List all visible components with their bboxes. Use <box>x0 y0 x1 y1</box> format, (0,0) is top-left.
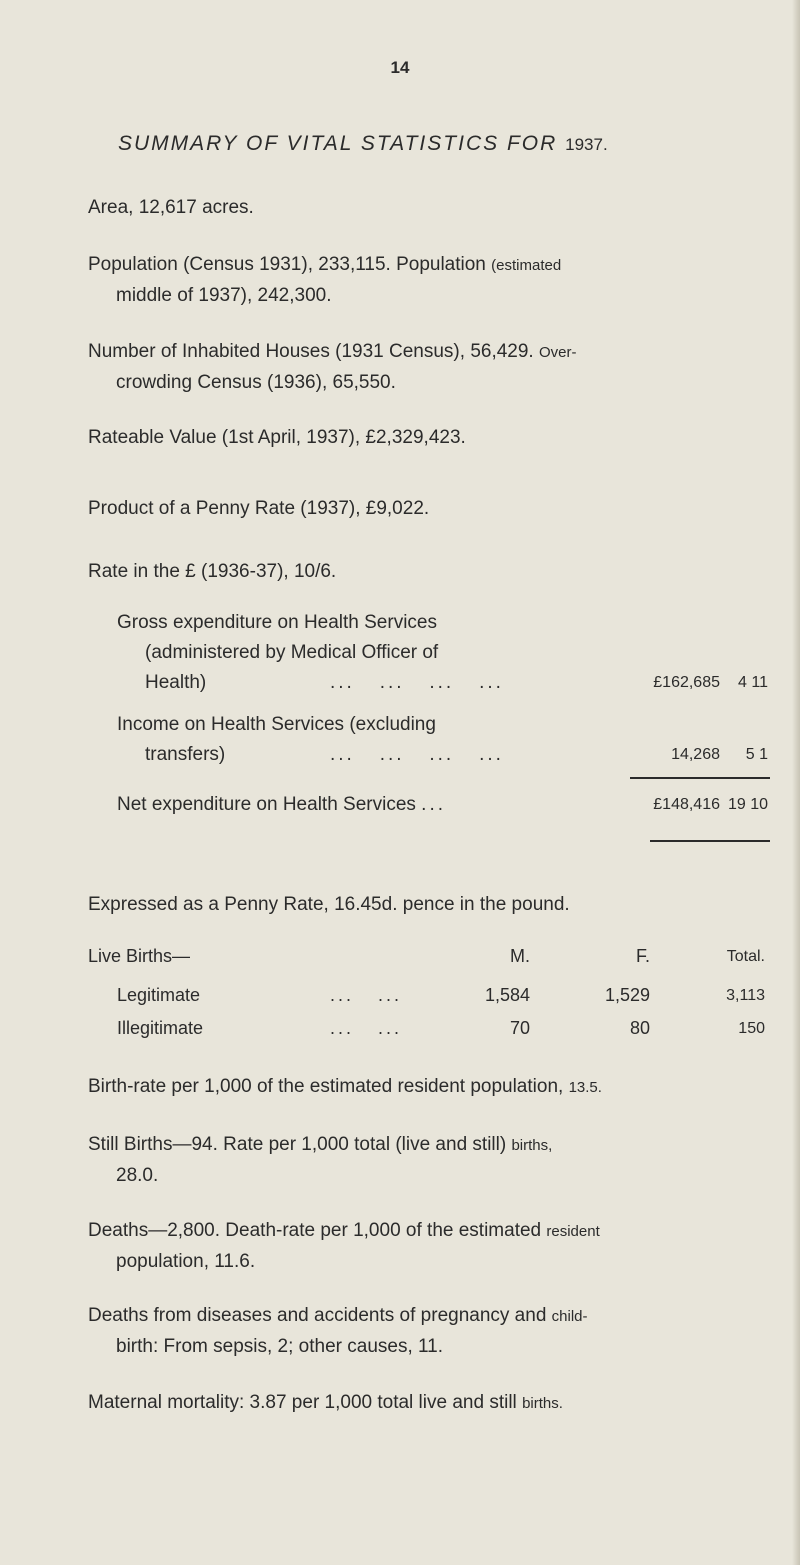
gross-expenditure-line-3: Health) <box>145 672 207 693</box>
total-rule <box>650 840 770 842</box>
rate-in-pound-line: Rate in the £ (1936-37), 10/6. <box>88 561 337 582</box>
row-leader-dots: ... ... <box>330 985 403 1005</box>
maternal-deaths-paragraph <box>88 1301 768 1362</box>
deaths-paragraph <box>88 1216 768 1277</box>
gross-leader-dots: ... ... ... ... <box>330 672 504 693</box>
page-number: 14 <box>390 58 410 77</box>
maternal-deaths-line-1-end: child- <box>551 1308 588 1325</box>
area-line: Area, 12,617 acres. <box>88 197 254 218</box>
income-line-1: Income on Health Services (excluding <box>117 714 436 735</box>
page-title <box>118 132 608 156</box>
column-header-total: Total. <box>726 948 765 965</box>
page-edge-shadow <box>792 0 800 1565</box>
still-births-line-1: Still Births—94. Rate per 1,000 total (live and still) <box>88 1134 507 1155</box>
population-line-1-end: (estimated <box>491 257 562 274</box>
maternal-deaths-line-1: Deaths from diseases and accidents of pregnancy and <box>88 1305 547 1326</box>
legitimate-female: 1,529 <box>604 985 650 1005</box>
population-line-1: Population (Census 1931), 233,115. Population <box>88 254 486 275</box>
population-line-2: middle of 1937), 242,300. <box>116 285 332 306</box>
still-births-line-2: 28.0. <box>116 1165 159 1186</box>
houses-line-2: crowding Census (1936), 65,550. <box>116 372 396 393</box>
population-paragraph <box>88 250 768 311</box>
gross-expenditure-line-1: Gross expenditure on Health Services <box>117 612 437 633</box>
birth-rate-line: Birth-rate per 1,000 of the estimated resident population, 13.5. <box>88 1076 602 1097</box>
income-leader-dots: ... ... ... ... <box>330 744 504 765</box>
deaths-line-1-end: resident <box>546 1223 600 1240</box>
legitimate-total: 3,113 <box>726 987 765 1004</box>
subtotal-rule <box>630 777 770 779</box>
houses-line-1: Number of Inhabited Houses (1931 Census), 56,429. <box>88 341 534 362</box>
maternal-deaths-line-2: birth: From sepsis, 2; other causes, 11. <box>116 1336 444 1357</box>
deaths-line-1: Deaths—2,800. Death-rate per 1,000 of the estimated <box>88 1220 542 1241</box>
income-amount: 14,268 <box>671 746 720 763</box>
title-year: 1937. <box>565 135 608 154</box>
gross-expenditure-line-2: (administered by Medical Officer of <box>145 642 439 663</box>
penny-rate-expression: Expressed as a Penny Rate, 16.45d. pence in the pound. <box>88 894 570 915</box>
illegitimate-female: 80 <box>629 1018 650 1038</box>
houses-paragraph <box>88 337 768 398</box>
illegitimate-total: 150 <box>738 1020 765 1037</box>
table-row-label: Illegitimate <box>117 1018 204 1038</box>
income-line-2: transfers) <box>145 744 226 765</box>
gross-shillings-pence: 4 11 <box>738 674 768 691</box>
column-header-m: M. <box>510 946 530 966</box>
still-births-paragraph <box>88 1130 768 1191</box>
table-row-label: Legitimate <box>117 985 201 1005</box>
penny-rate-line: Product of a Penny Rate (1937), £9,022. <box>88 498 430 519</box>
title-text: SUMMARY OF VITAL STATISTICS FOR <box>118 132 558 155</box>
still-births-line-1-end: births, <box>511 1137 553 1154</box>
column-header-f: F. <box>635 946 650 966</box>
houses-line-1-end: Over- <box>539 344 577 361</box>
net-amount: £148,416 <box>653 796 720 813</box>
net-expenditure-label: Net expenditure on Health Services ... <box>117 794 447 815</box>
maternal-mortality-line: Maternal mortality: 3.87 per 1,000 total live and still births. <box>88 1392 563 1413</box>
income-shillings-pence: 5 1 <box>745 746 768 763</box>
net-shillings-pence: 19 10 <box>727 796 768 813</box>
live-births-heading: Live Births— <box>88 946 191 966</box>
rateable-value-line: Rateable Value (1st April, 1937), £2,329,423. <box>88 427 466 448</box>
row-leader-dots: ... ... <box>330 1018 403 1038</box>
deaths-line-2: population, 11.6. <box>116 1251 256 1272</box>
gross-amount: £162,685 <box>653 674 720 691</box>
illegitimate-male: 70 <box>509 1018 530 1038</box>
legitimate-male: 1,584 <box>484 985 530 1005</box>
